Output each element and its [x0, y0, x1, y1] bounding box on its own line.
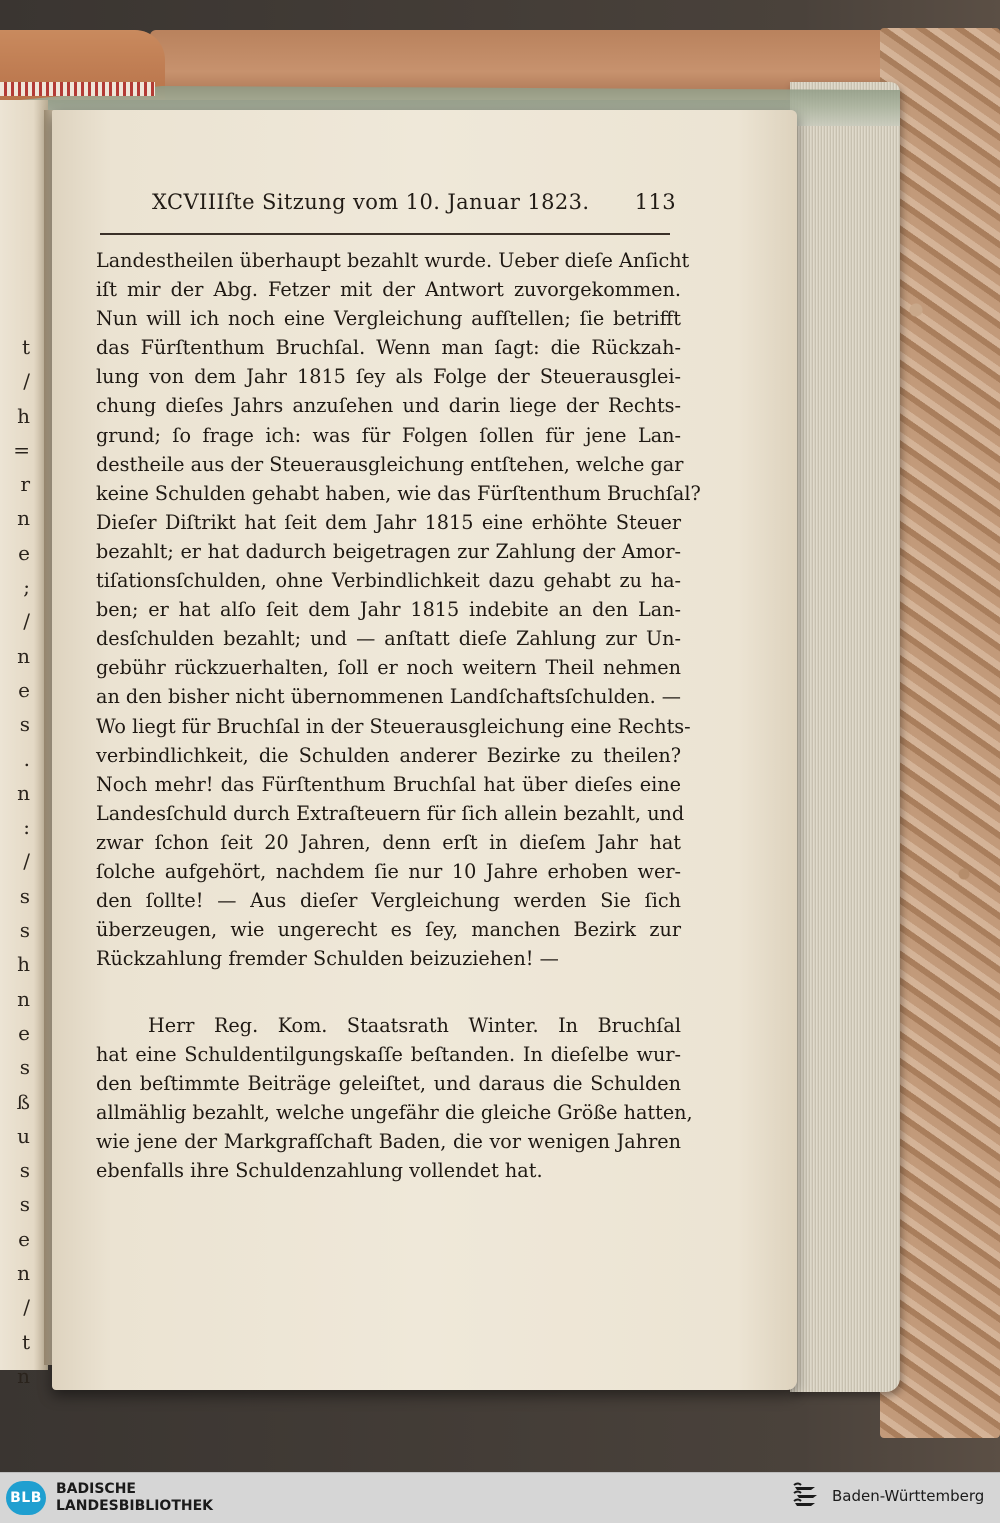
text-line: verbindlichkeit, die Schulden anderer Bezirke zu theilen? [96, 743, 681, 767]
text-line: ben; er hat alſo ſeit dem Jahr 1815 indebite an den Lan- [96, 598, 681, 622]
left-edge-letter: e [18, 677, 30, 702]
paragraph-2 [96, 1011, 693, 1186]
left-page [0, 100, 48, 1388]
left-edge-letter: r [20, 472, 30, 497]
state-label[interactable]: Baden-Württemberg [832, 1487, 985, 1505]
left-edge-letter: s [19, 1192, 30, 1217]
blb-logo[interactable]: BLB [6, 1481, 46, 1515]
left-edge-letter: h [17, 403, 30, 428]
text-line: an den bisher nicht übernommenen Landſchaftsſchulden. — [96, 685, 681, 709]
text-line: Nun will ich noch eine Vergleichung aufſtellen; ſie betrifft [96, 307, 681, 331]
header-rule [100, 233, 670, 235]
running-head-title: XCVIIIſte Sitzung vom 10. Januar 1823. [152, 190, 590, 214]
text-line: keine Schulden gehabt haben, wie das Fürſtenthum Bruchſal? [96, 481, 701, 505]
left-edge-letter: e [18, 1226, 30, 1251]
left-edge-letter: s [19, 918, 30, 943]
text-line: den beſtimmte Beiträge geleiſtet, und daraus die Schulden [96, 1072, 681, 1096]
text-line: desſchulden bezahlt; und — anſtatt dieſe Zahlung zur Un- [96, 627, 681, 651]
text-line: allmählig bezahlt, welche ungefähr die gleiche Größe hatten, [96, 1101, 693, 1125]
left-page-edge-text [0, 330, 30, 1393]
left-edge-letter: n [17, 1261, 30, 1286]
left-edge-letter: h [17, 952, 30, 977]
left-edge-letter: t [21, 1329, 30, 1354]
text-line: destheile aus der Steuerausgleichung entſtehen, welche gar [96, 452, 684, 476]
text-line: ebenfalls ihre Schuldenzahlung vollendet hat. [96, 1159, 543, 1183]
text-line: überzeugen, wie ungerecht es ſey, manchen Bezirk zur [96, 918, 681, 942]
text-line: hat eine Schuldentilgungskaſſe beſtanden. In dieſelbe wur- [96, 1043, 681, 1067]
text-line: lung von dem Jahr 1815 ſey als Folge der Steuerausglei- [96, 365, 681, 389]
left-edge-letter: : [23, 815, 30, 840]
page-fore-edge [790, 82, 900, 1392]
text-line: bezahlt; er hat dadurch beigetragen zur Zahlung der Amor- [96, 539, 681, 563]
left-edge-letter: e [18, 540, 30, 565]
text-line: grund; ſo frage ich: was für Folgen ſollen für jene Lan- [96, 423, 681, 447]
left-edge-letter: n [17, 506, 30, 531]
text-line: zwar ſchon ſeit 20 Jahren, denn erſt in dieſem Jahr hat [96, 830, 681, 854]
text-line: Rückzahlung fremder Schulden beizuziehen! — [96, 947, 559, 971]
text-line: das Fürſtenthum Bruchſal. Wenn man ſagt: die Rückzah- [96, 336, 681, 360]
headband [0, 82, 155, 96]
baden-wuerttemberg-lions-icon [792, 1481, 822, 1515]
left-edge-letter: . [23, 746, 30, 771]
left-edge-letter: e [18, 1020, 30, 1045]
left-edge-letter: s [19, 1055, 30, 1080]
paragraph-1 [96, 246, 701, 973]
left-edge-letter: / [23, 849, 30, 874]
left-edge-letter: ; [23, 575, 30, 600]
text-line: Landesſchuld durch Extraſteuern für ſich allein bezahlt, und [96, 801, 685, 825]
left-edge-letter: ß [16, 1089, 30, 1114]
left-edge-letter: = [13, 437, 30, 462]
text-line: den ſollte! — Aus dieſer Vergleichung werden Sie ſich [96, 889, 681, 913]
left-edge-letter: s [19, 712, 30, 737]
left-edge-letter: / [23, 609, 30, 634]
text-line: tiſationsſchulden, ohne Verbindlichkeit dazu gehabt zu ha- [96, 569, 681, 593]
library-name[interactable] [56, 1481, 213, 1515]
page-number: 113 [634, 190, 676, 214]
text-line: Herr Reg. Kom. Staatsrath Winter. In Bruchſal [148, 1014, 681, 1037]
left-edge-letter: s [19, 1158, 30, 1183]
left-edge-letter: n [17, 643, 30, 668]
left-edge-letter: t [21, 335, 30, 359]
left-edge-letter: u [17, 1123, 30, 1148]
text-line: Noch mehr! das Fürſtenthum Bruchſal hat über dieſes eine [96, 772, 681, 796]
text-line: iſt mir der Abg. Fetzer mit der Antwort zuvorgekommen. [96, 278, 681, 302]
running-head [152, 190, 676, 224]
left-edge-letter: s [19, 883, 30, 908]
text-line: Wo liegt für Bruchſal in der Steuerausgleichung eine Rechts- [96, 714, 691, 738]
library-name-line2: LANDESBIBLIOTHEK [56, 1498, 214, 1514]
text-line: Landestheilen überhaupt bezahlt wurde. Ueber dieſe Anſicht [96, 249, 690, 272]
text-line: wie jene der Markgrafſchaft Baden, die vor wenigen Jahren [96, 1130, 681, 1154]
left-edge-letter: / [23, 369, 30, 394]
left-edge-letter: / [23, 1295, 30, 1320]
left-edge-letter: n [17, 780, 30, 805]
left-edge-letter: n [17, 1363, 30, 1388]
text-line: Dieſer Diſtrikt hat ſeit dem Jahr 1815 eine erhöhte Steuer [96, 510, 681, 534]
text-line: chung dieſes Jahrs anzuſehen und darin liege der Rechts- [96, 394, 681, 418]
text-line: ſolche aufgehört, nachdem ſie nur 10 Jahre erhoben wer- [96, 859, 681, 883]
library-name-line1: BADISCHE [56, 1481, 136, 1497]
left-edge-letter: n [17, 986, 30, 1011]
text-line: gebühr rückzuerhalten, ſoll er noch weitern Theil nehmen [96, 656, 681, 680]
viewer-footer [0, 1472, 1000, 1523]
